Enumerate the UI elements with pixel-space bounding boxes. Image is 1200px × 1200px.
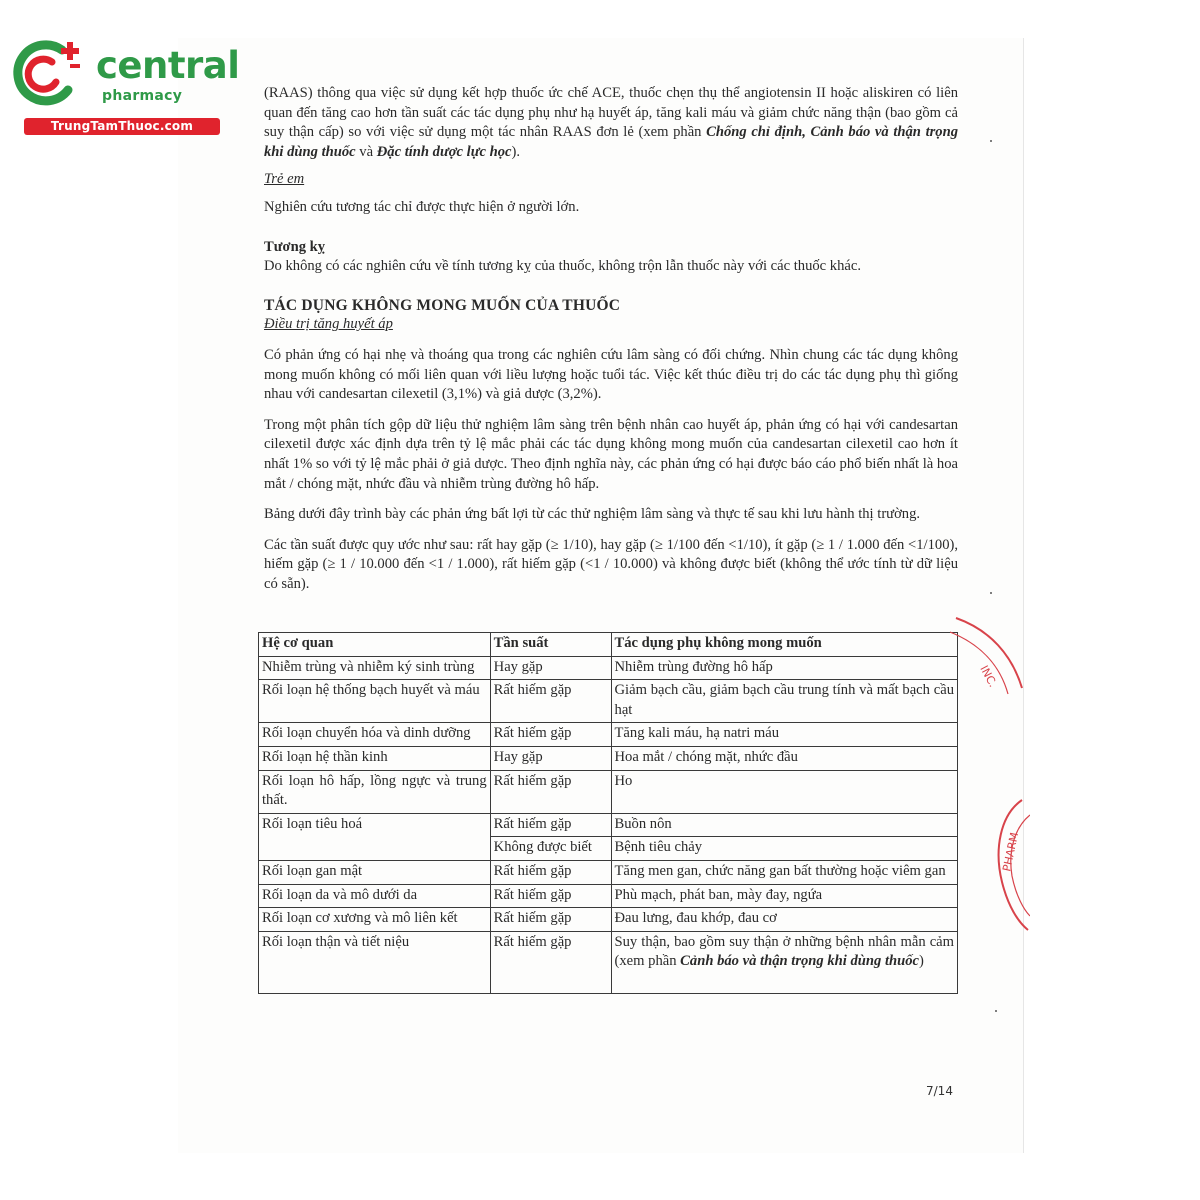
effect-cell: Giảm bạch cầu, giảm bạch cầu trung tính và mất bạch cầu hạt	[611, 680, 957, 723]
table-row	[259, 656, 958, 680]
paragraph-text: và	[355, 143, 377, 160]
children-heading: Trẻ em	[264, 171, 305, 188]
stamp-text-bottom: PHARM	[1000, 831, 1022, 873]
frequency-cell: Rất hiếm gặp	[490, 680, 611, 723]
header-effect: Tác dụng phụ không mong muốn	[611, 633, 957, 657]
compatibility-heading: Tương kỵ	[264, 238, 326, 255]
organ-cell: Rối loạn hô hấp, lồng ngực và trung thất.	[259, 770, 491, 813]
effect-cell: Hoa mắt / chóng mặt, nhức đầu	[611, 746, 957, 770]
table-row	[259, 884, 958, 908]
table-row	[259, 931, 958, 993]
organ-cell: Rối loạn tiêu hoá	[259, 813, 491, 860]
header-organ: Hệ cơ quan	[259, 633, 491, 657]
organ-cell: Rối loạn hệ thần kinh	[259, 746, 491, 770]
paragraph-table-intro: Bảng dưới đây trình bày các phản ứng bất lợi từ các thử nghiệm lâm sàng và thực tế sau khi lưu hành thị trường.	[264, 506, 921, 523]
effect-cell: Đau lưng, đau khớp, đau cơ	[611, 908, 957, 932]
table-row	[259, 860, 958, 884]
effect-cell: Tăng men gan, chức năng gan bất thường hoặc viêm gan	[611, 860, 957, 884]
cross-reference: Chống chỉ định, Cảnh báo và thận trọng khi dùng thuốc	[264, 124, 959, 160]
frequency-cell: Rất hiếm gặp	[490, 860, 611, 884]
frequency-cell: Rất hiếm gặp	[490, 770, 611, 813]
effect-text: )	[919, 953, 924, 970]
scan-speck	[990, 140, 992, 142]
frequency-cell: Hay gặp	[490, 656, 611, 680]
effect-cell: Tăng kali máu, hạ natri máu	[611, 723, 957, 747]
effect-text: Suy thận, bao gồm suy thận ở những bệnh nhân mẫn cảm (xem phần	[614, 933, 954, 970]
organ-cell: Nhiễm trùng và nhiễm ký sinh trùng	[259, 656, 491, 680]
paragraph-raas	[264, 84, 958, 162]
logo-subtitle: pharmacy	[102, 88, 183, 104]
cross-reference: Cảnh báo và thận trọng khi dùng thuốc	[680, 953, 920, 970]
frequency-cell: Hay gặp	[490, 746, 611, 770]
central-pharmacy-logo[interactable]	[10, 38, 240, 138]
section-heading: TÁC DỤNG KHÔNG MONG MUỐN CỦA THUỐC	[264, 296, 621, 314]
table-row	[259, 813, 958, 837]
effect-cell: Phù mạch, phát ban, mày đay, ngứa	[611, 884, 957, 908]
paragraph-text: ).	[511, 143, 521, 160]
cross-reference: Đặc tính dược lực học	[376, 143, 512, 160]
logo-banner: TrungTamThuoc.com	[24, 118, 220, 135]
adverse-effects-table	[258, 632, 958, 994]
effect-cell: Nhiễm trùng đường hô hấp	[611, 656, 957, 680]
page-number: 7/14	[926, 1084, 953, 1098]
paragraph-frequency-convention: Các tần suất được quy ước như sau: rất hay gặp (≥ 1/10), hay gặp (≥ 1/100 đến <1/10), ít gặp (≥ 1 / 1.000 đến <1/100), hiếm gặp (≥ 1 / 10.000 đến <1 / 1.000), rất hiếm gặp (<1 / 10.000) và không được biết (không thể ước tính từ dữ liệu có sẵn).	[264, 536, 958, 592]
paragraph-text: (RAAS) thông qua việc sử dụng kết hợp thuốc ức chế ACE, thuốc chẹn thụ thể angiotensin II hoặc aliskiren có liên quan đến tăng cao hơn tần suất các tác dụng phụ như hạ huyết áp, tăng kali máu và giảm chức năng thận (bao gồm cả suy thận cấp) so với việc sử dụng một tác nhân RAAS đơn lẻ (xem phần	[264, 85, 958, 141]
table-header-row	[259, 633, 958, 657]
organ-cell: Rối loạn chuyển hóa và dinh dưỡng	[259, 723, 491, 747]
table-row	[259, 723, 958, 747]
stamp-text-top: INC.	[977, 663, 1000, 690]
frequency-cell: Rất hiếm gặp	[490, 884, 611, 908]
document-body	[264, 84, 958, 594]
frequency-cell: Không được biết	[490, 837, 611, 861]
effect-cell: Ho	[611, 770, 957, 813]
hypertension-heading: Điều trị tăng huyết áp	[264, 316, 393, 333]
organ-cell: Rối loạn hệ thống bạch huyết và máu	[259, 680, 491, 723]
scan-speck	[990, 592, 992, 594]
paragraph-mild-reactions: Có phản ứng có hại nhẹ và thoáng qua trong các nghiên cứu lâm sàng có đối chứng. Nhìn chung các tác dụng không mong muốn không có mối liên quan với liều lượng hoặc tuổi tác. Việc kết thúc điều trị do các tác dụng phụ thì giống nhau với candesartan cilexetil (3,1%) và giả dược (3,2%).	[264, 346, 958, 403]
frequency-cell: Rất hiếm gặp	[490, 813, 611, 837]
organ-cell: Rối loạn gan mật	[259, 860, 491, 884]
organ-cell: Rối loạn da và mô dưới da	[259, 884, 491, 908]
scan-speck	[995, 1010, 997, 1012]
organ-cell: Rối loạn thận và tiết niệu	[259, 931, 491, 993]
effect-cell: Bệnh tiêu chảy	[611, 837, 957, 861]
pharmacy-c-icon	[10, 38, 90, 108]
effect-cell	[611, 931, 957, 993]
table-row	[259, 746, 958, 770]
logo-name: central	[96, 44, 240, 87]
paragraph-pooled-analysis: Trong một phân tích gộp dữ liệu thử nghiệm lâm sàng trên bệnh nhân cao huyết áp, phản ứng có hại với candesartan cilexetil được xác định dựa trên tỷ lệ mắc phải các tác dụng không mong muốn của candesartan cilexetil cao hơn ít nhất 1% so với tỷ lệ mắc phải ở giả dược. Theo định nghĩa này, các phản ứng có hại được báo cáo phổ biến nhất là hoa mắt / chóng mặt, nhức đầu và nhiễm trùng đường hô hấp.	[264, 416, 958, 492]
organ-cell: Rối loạn cơ xương và mô liên kết	[259, 908, 491, 932]
table-row	[259, 680, 958, 723]
frequency-cell: Rất hiếm gặp	[490, 723, 611, 747]
children-text: Nghiên cứu tương tác chỉ được thực hiện ở người lớn.	[264, 198, 580, 215]
table-row	[259, 770, 958, 813]
compatibility-text: Do không có các nghiên cứu về tính tương kỵ của thuốc, không trộn lẫn thuốc này với các thuốc khác.	[264, 258, 862, 275]
effect-cell: Buồn nôn	[611, 813, 957, 837]
company-stamp	[950, 610, 1030, 950]
header-frequency: Tần suất	[490, 633, 611, 657]
frequency-cell: Rất hiếm gặp	[490, 931, 611, 993]
frequency-cell: Rất hiếm gặp	[490, 908, 611, 932]
table-row	[259, 908, 958, 932]
